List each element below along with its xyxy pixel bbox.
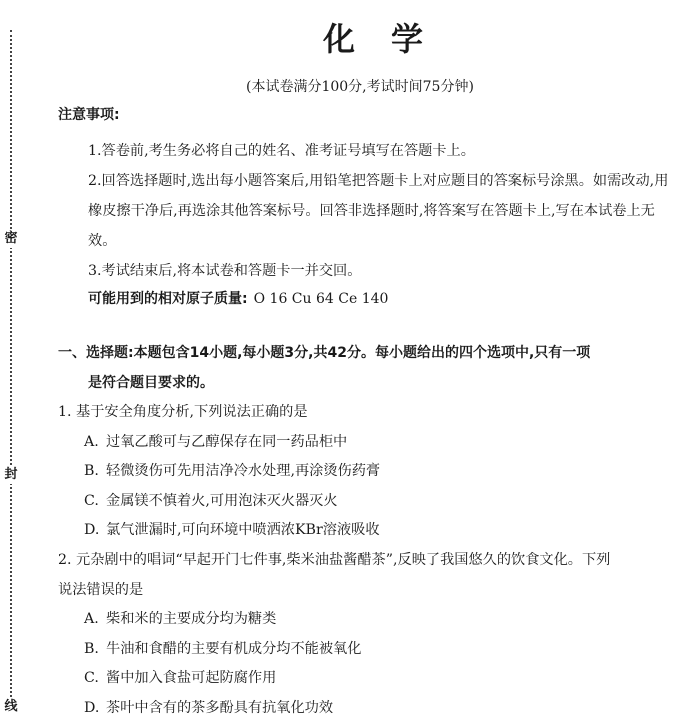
page-title: 化学 xyxy=(323,14,459,60)
atomic-masses-label: 可能用到的相对原子质量: xyxy=(88,291,248,307)
gutter-mark-xian: 线 xyxy=(2,698,20,716)
question-stem-cont: 说法错误的是 xyxy=(58,576,683,606)
exam-info: (本试卷满分100分,考试时间75分钟) xyxy=(246,76,474,96)
binding-line xyxy=(10,30,26,713)
option-c: C. 金属镁不慎着火,可用泡沫灭火器灭火 xyxy=(58,487,683,517)
atomic-masses-values: O 16 Cu 64 Ce 140 xyxy=(254,291,389,307)
question-1 xyxy=(58,398,683,546)
option-b: B. 轻微烫伤可先用洁净冷水处理,再涂烫伤药膏 xyxy=(58,457,683,487)
notice-item-2: 2.回答选择题时,选出每小题答案后,用铅笔把答题卡上对应题目的答案标号涂黑。如需改动,用橡皮擦干净后,再选涂其他答案标号。回答非选择题时,将答案写在答题卡上,写在本试卷上无效。 xyxy=(58,166,680,256)
atomic-masses xyxy=(58,284,680,314)
section-heading: 一、选择题:本题包含14小题,每小题3分,共42分。每小题给出的四个选项中,只有一项 是符合题目要求的。 xyxy=(58,338,683,398)
notice-item-3: 3.考试结束后,将本试卷和答题卡一并交回。 xyxy=(58,256,680,286)
option-c: C. 酱中加入食盐可起防腐作用 xyxy=(58,664,683,694)
notice-item-1: 1.答卷前,考生务必将自己的姓名、准考证号填写在答题卡上。 xyxy=(58,136,680,166)
gutter-mark-mi: 密 xyxy=(2,230,20,248)
option-d: D. 氯气泄漏时,可向环境中喷洒浓KBr溶液吸收 xyxy=(58,516,683,546)
question-stem: 1. 基于安全角度分析,下列说法正确的是 xyxy=(58,398,683,428)
gutter-mark-feng: 封 xyxy=(2,466,20,484)
notice-heading: 注意事项: xyxy=(58,104,120,124)
option-a: A. 过氧乙酸可与乙醇保存在同一药品柜中 xyxy=(58,428,683,458)
question-2 xyxy=(58,546,683,723)
option-d: D. 茶叶中含有的茶多酚具有抗氧化功效 xyxy=(58,694,683,723)
question-stem: 2. 元杂剧中的唱词“早起开门七件事,柴米油盐酱醋茶”,反映了我国悠久的饮食文化。下列 xyxy=(58,546,683,576)
option-a: A. 柴和米的主要成分均为糖类 xyxy=(58,605,683,635)
option-b: B. 牛油和食醋的主要有机成分均不能被氧化 xyxy=(58,635,683,665)
